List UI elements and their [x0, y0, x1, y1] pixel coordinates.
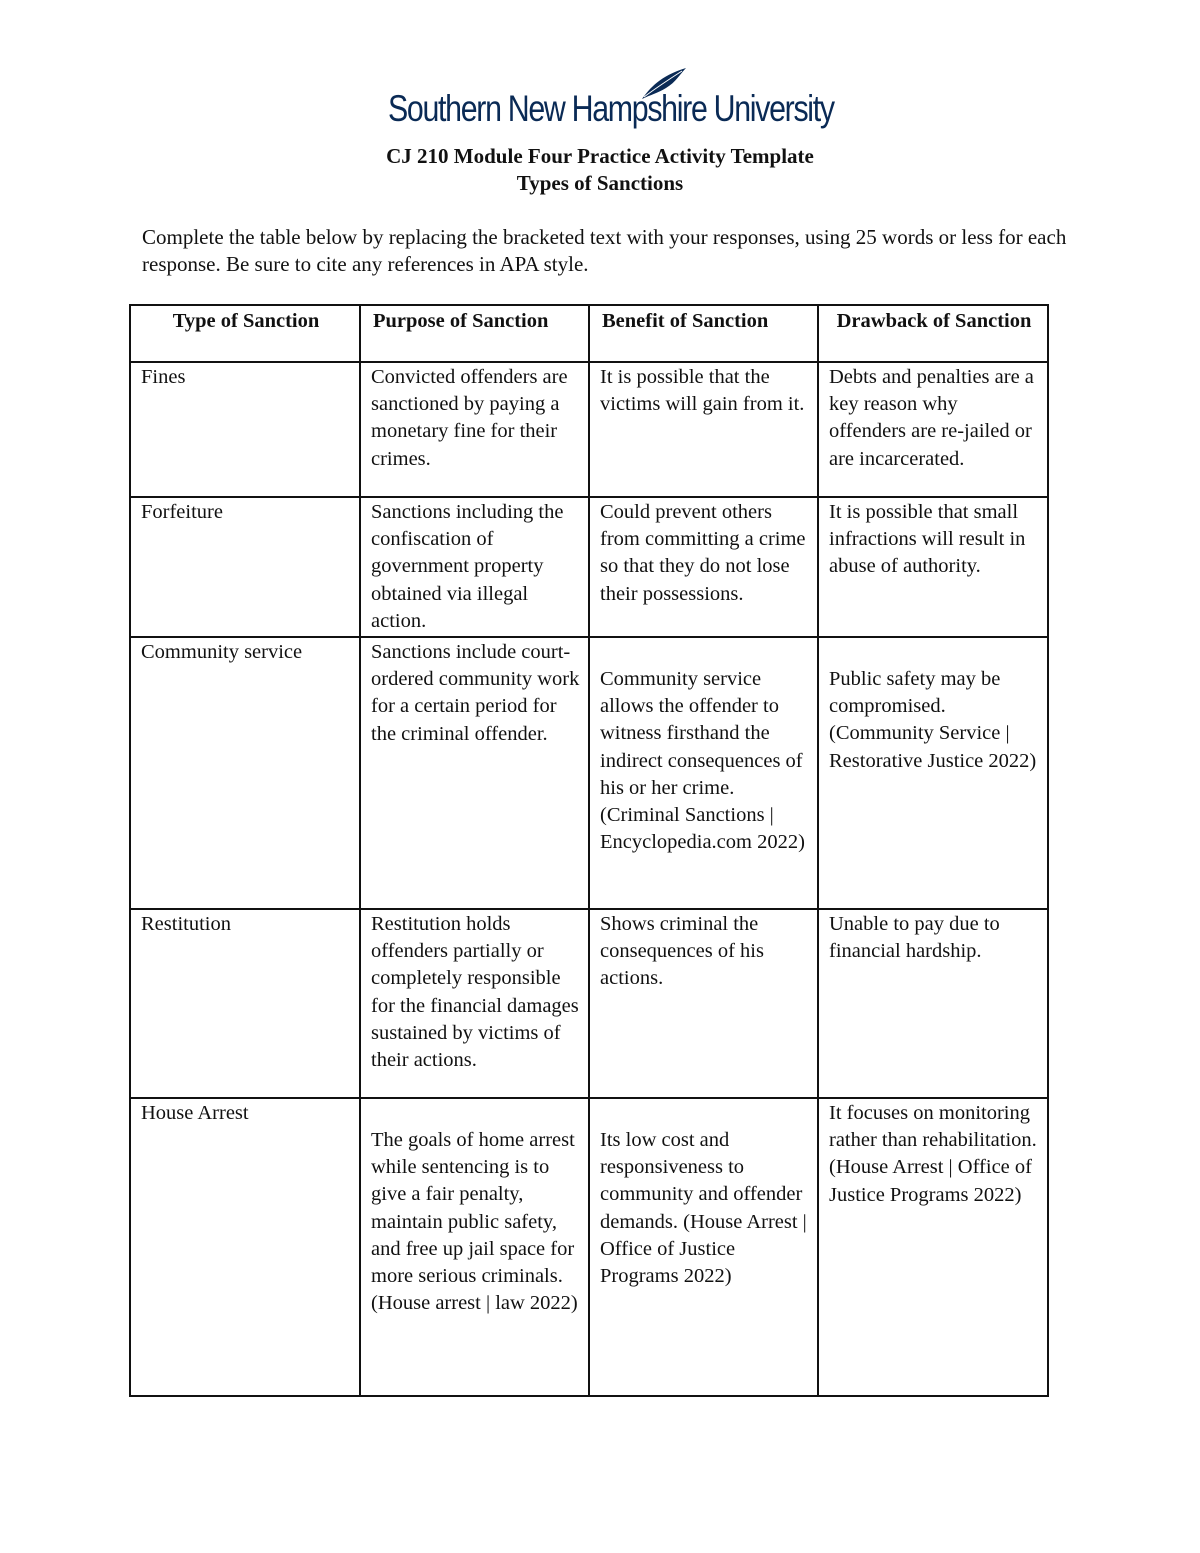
cell-type: Forfeiture	[130, 497, 360, 637]
cell-purpose: Sanctions including the confiscation of government property obtained via illegal action.	[360, 497, 589, 637]
table-row	[130, 637, 1048, 909]
university-wordmark: Southern New Hampshire University	[388, 88, 834, 129]
cell-drawback: Public safety may be compromised. (Community Service | Restorative Justice 2022)	[818, 637, 1048, 909]
header-type: Type of Sanction	[130, 305, 360, 362]
cell-drawback: It focuses on monitoring rather than rehabilitation. (House Arrest | Office of Justice Programs 2022)	[818, 1098, 1048, 1396]
header-benefit: Benefit of Sanction	[589, 305, 818, 362]
cell-drawback: Unable to pay due to financial hardship.	[818, 909, 1048, 1098]
cell-purpose: The goals of home arrest while sentencing is to give a fair penalty, maintain public safety, and free up jail space for more serious criminals. (House arrest | law 2022)	[360, 1098, 589, 1396]
cell-drawback: Debts and penalties are a key reason why offenders are re-jailed or are incarcerated.	[818, 362, 1048, 497]
feather-icon	[640, 66, 690, 100]
cell-purpose: Restitution holds offenders partially or completely responsible for the financial damages sustained by victims of their actions.	[360, 909, 589, 1098]
table-header-row	[130, 305, 1048, 362]
cell-benefit: Its low cost and responsiveness to community and offender demands. (House Arrest | Office of Justice Programs 2022)	[589, 1098, 818, 1396]
cell-type: Restitution	[130, 909, 360, 1098]
cell-benefit: Shows criminal the consequences of his actions.	[589, 909, 818, 1098]
document-title: CJ 210 Module Four Practice Activity Template	[386, 144, 814, 168]
cell-type: Fines	[130, 362, 360, 497]
cell-type: Community service	[130, 637, 360, 909]
title-block	[0, 143, 1200, 197]
table-row	[130, 362, 1048, 497]
cell-purpose: Sanctions include court-ordered community work for a certain period for the criminal offender.	[360, 637, 589, 909]
header-purpose: Purpose of Sanction	[360, 305, 589, 362]
cell-benefit: Community service allows the offender to witness firsthand the indirect consequences of his or her crime. (Criminal Sanctions | Encyclopedia.com 2022)	[589, 637, 818, 909]
cell-benefit: It is possible that the victims will gain from it.	[589, 362, 818, 497]
header-drawback: Drawback of Sanction	[818, 305, 1048, 362]
cell-drawback: It is possible that small infractions will result in abuse of authority.	[818, 497, 1048, 637]
university-logo	[388, 66, 834, 138]
table-row	[130, 497, 1048, 637]
instructions-paragraph: Complete the table below by replacing the bracketed text with your responses, using 25 words or less for each response. Be sure to cite any references in APA style.	[142, 225, 1067, 276]
cell-purpose: Convicted offenders are sanctioned by paying a monetary fine for their crimes.	[360, 362, 589, 497]
sanctions-table	[129, 304, 1049, 1397]
cell-type: House Arrest	[130, 1098, 360, 1396]
table-row	[130, 909, 1048, 1098]
table-row	[130, 1098, 1048, 1396]
cell-benefit: Could prevent others from committing a crime so that they do not lose their possessions.	[589, 497, 818, 637]
document-subtitle: Types of Sanctions	[516, 171, 684, 195]
